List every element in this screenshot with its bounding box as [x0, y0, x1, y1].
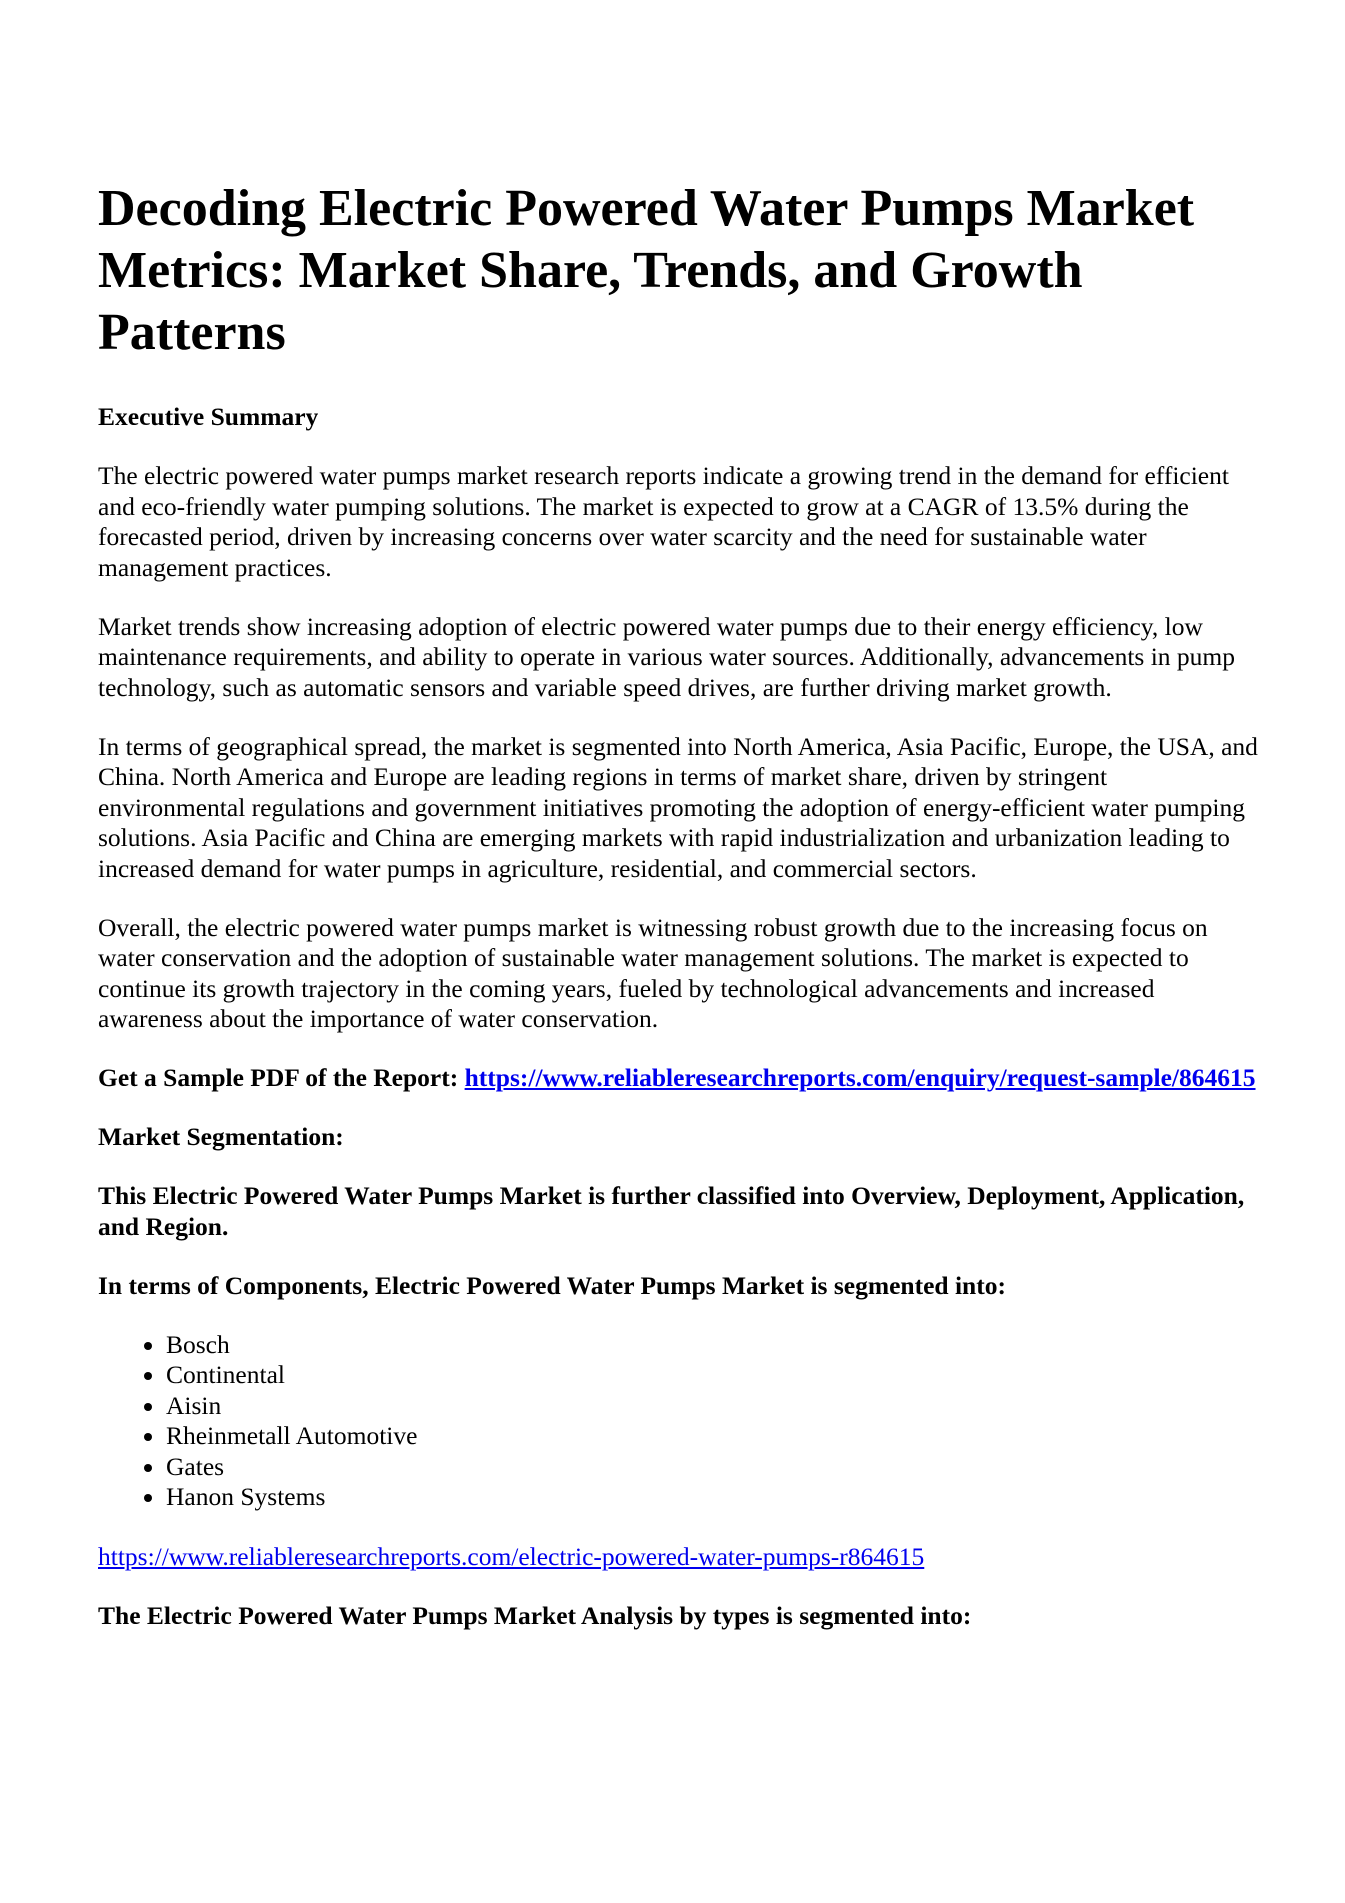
summary-paragraph-1: The electric powered water pumps market research reports indicate a growing trend in the demand for efficient and eco-friendly water pumping solutions. The market is expected to grow at a CAGR of 13.5% during the forecasted period, driven by increasing concerns over water scarcity and the need for sustainable water management practices.	[98, 461, 1229, 582]
report-link[interactable]: https://www.reliableresearchreports.com/electric-powered-water-pumps-r864615	[98, 1541, 925, 1571]
report-link-line	[98, 1542, 1258, 1573]
sample-pdf-link[interactable]: https://www.reliableresearchreports.com/enquiry/request-sample/864615	[464, 1063, 1256, 1092]
types-heading: The Electric Powered Water Pumps Market Analysis by types is segmented into:	[98, 1600, 972, 1630]
list-item: • Rheinmetall Automotive	[166, 1421, 1258, 1452]
list-item: • Hanon Systems	[166, 1482, 1258, 1513]
components-list	[98, 1330, 1258, 1514]
sample-pdf-label: Get a Sample PDF of the Report:	[98, 1063, 465, 1092]
summary-paragraph-4: Overall, the electric powered water pumps market is witnessing robust growth due to the increasing focus on water conservation and the adoption of sustainable water management solutions. The market is expected to continue its growth trajectory in the coming years, fueled by technological advancements and increased awareness about the importance of water conservation.	[98, 912, 1208, 1033]
document-page	[98, 178, 1258, 1660]
summary-paragraph-2: Market trends show increasing adoption of electric powered water pumps due to their energy efficiency, low maintenance requirements, and ability to operate in various water sources. Additionally, advancements in pump technology, such as automatic sensors and variable speed drives, are further driving market growth.	[98, 611, 1236, 702]
sample-pdf-line	[98, 1063, 1258, 1094]
components-heading: In terms of Components, Electric Powered Water Pumps Market is segmented into:	[98, 1270, 1006, 1300]
list-item: • Gates	[166, 1452, 1258, 1483]
list-item: • Bosch	[166, 1330, 1258, 1361]
list-item: • Continental	[166, 1360, 1258, 1391]
classification-text: This Electric Powered Water Pumps Market is further classified into Overview, Deployment, Application, and Region.	[98, 1181, 1245, 1241]
summary-paragraph-3: In terms of geographical spread, the market is segmented into North America, Asia Pacific, Europe, the USA, and China. North America and Europe are leading regions in terms of market share, driven by stringent environmental regulations and government initiatives promoting the adoption of energy-efficient water pumping solutions. Asia Pacific and China are emerging markets with rapid industrialization and urbanization leading to increased demand for water pumps in agriculture, residential, and commercial sectors.	[98, 731, 1258, 883]
list-item: • Aisin	[166, 1391, 1258, 1422]
executive-summary-heading: Executive Summary	[98, 402, 319, 431]
page-title: Decoding Electric Powered Water Pumps Market Metrics: Market Share, Trends, and Growth Patterns	[98, 180, 1195, 361]
market-segmentation-heading: Market Segmentation:	[98, 1122, 344, 1151]
